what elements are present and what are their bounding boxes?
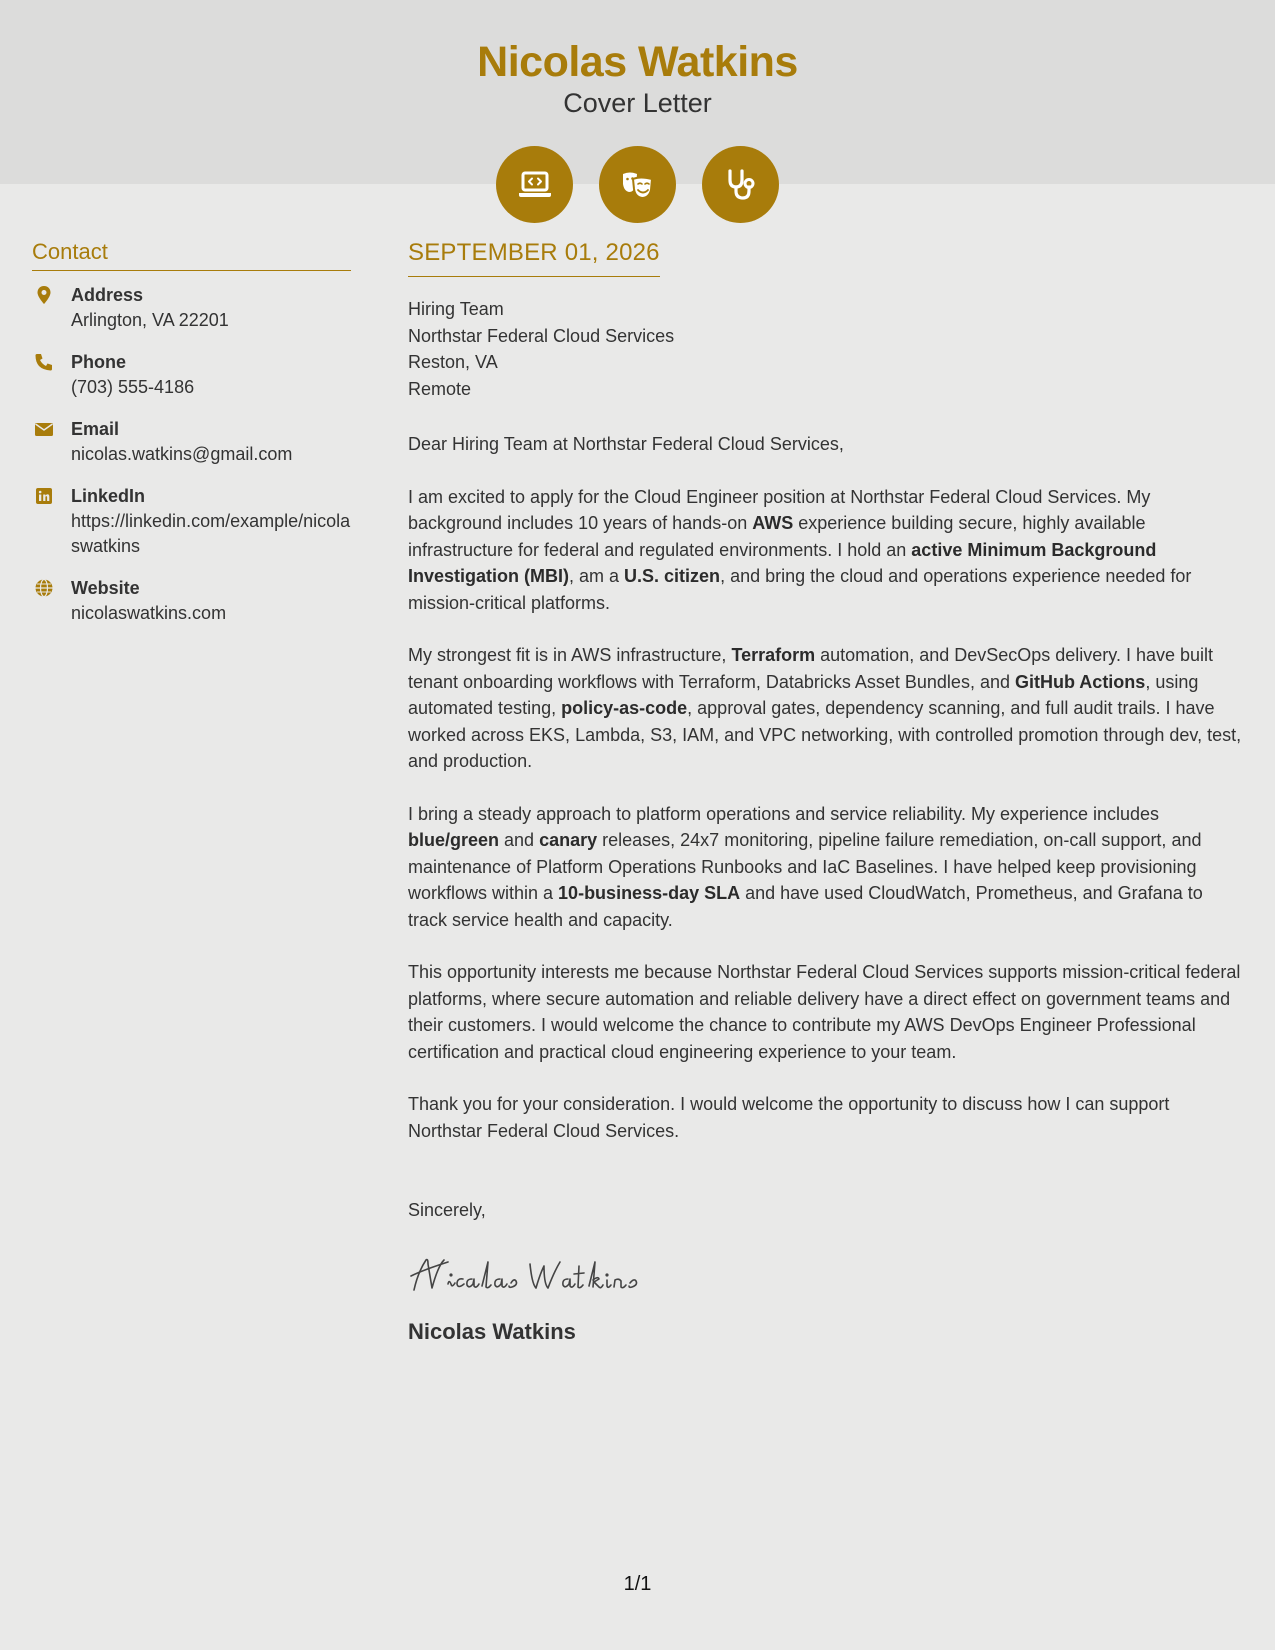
- emphasis-text: active Minimum Background Investigation (MBI): [408, 539, 1157, 586]
- contact-item-linkedin: [32, 484, 351, 559]
- theater-masks-icon: [599, 146, 676, 223]
- laptop-code-icon: [496, 146, 573, 223]
- emphasis-text: policy-as-code: [561, 698, 688, 718]
- page-number: 1/1: [623, 1573, 652, 1595]
- globe-icon: [34, 578, 54, 598]
- salutation: Dear Hiring Team at Northstar Federal Cloud Services,: [408, 434, 844, 454]
- body-paragraph: I am excited to apply for the Cloud Engineer position at Northstar Federal Cloud Services. My background includes 10 years of hands-on AWS experience building secure, highly available infrastructure for federal and regulated environments. I hold an active Minimum Background Investigation (MBI), am a U.S. citizen, and bring the cloud and operations experience needed for mission-critical platforms.: [408, 486, 1192, 613]
- envelope-icon: [34, 419, 54, 439]
- letter-date: SEPTEMBER 01, 2026: [408, 238, 660, 277]
- contact-label: Phone: [71, 352, 127, 372]
- phone-value: (703) 555-4186: [71, 377, 195, 397]
- address-value: Arlington, VA 22201: [71, 310, 229, 330]
- closing: Sincerely,: [408, 1200, 486, 1220]
- phone-icon: [34, 352, 54, 372]
- contact-label: Address: [71, 285, 144, 305]
- handwritten-signature: [408, 1250, 1243, 1298]
- header-icon-row: [0, 146, 1275, 223]
- document-subtitle: Cover Letter: [563, 88, 712, 118]
- body-paragraph: Thank you for your consideration. I would welcome the opportunity to discuss how I can support Northstar Federal Cloud Services.: [408, 1094, 1170, 1141]
- contact-label: LinkedIn: [71, 486, 146, 506]
- contact-item-website: [32, 576, 351, 626]
- recipient-block: [408, 296, 1243, 402]
- emphasis-text: U.S. citizen: [624, 566, 721, 586]
- emphasis-text: Terraform: [731, 645, 816, 665]
- emphasis-text: canary: [539, 830, 598, 850]
- recipient-line: Hiring Team: [408, 299, 504, 319]
- emphasis-text: AWS: [752, 513, 794, 533]
- contact-item-phone: [32, 350, 351, 400]
- contact-item-email: [32, 417, 351, 467]
- contact-item-address: [32, 283, 351, 333]
- linkedin-icon: [34, 486, 54, 506]
- applicant-name: Nicolas Watkins: [477, 38, 798, 86]
- body-paragraph: My strongest fit is in AWS infrastructure, Terraform automation, and DevSecOps delivery. I have built tenant onboarding workflows with Terraform, Databricks Asset Bundles, and GitHub Actions, using automated testing, policy-as-code, approval gates, dependency scanning, and full audit trails. I have worked across EKS, Lambda, S3, IAM, and VPC networking, with controlled promotion through dev, test, and production.: [408, 645, 1242, 771]
- emphasis-text: GitHub Actions: [1014, 671, 1146, 692]
- contact-label: Website: [71, 578, 140, 598]
- map-marker-icon: [34, 285, 54, 305]
- recipient-line: Remote: [408, 378, 472, 399]
- letter-body: [408, 238, 1243, 1346]
- linkedin-link[interactable]: https://linkedin.com/example/nicolaswatkins: [71, 511, 351, 556]
- contact-label: Email: [71, 419, 120, 439]
- body-paragraph: This opportunity interests me because Northstar Federal Cloud Services supports mission-critical federal platforms, where secure automation and reliable delivery have a direct effect on government teams and their customers. I would welcome the chance to contribute my AWS DevOps Engineer Professional certification and practical cloud engineering experience to your team.: [408, 962, 1241, 1062]
- signed-name: Nicolas Watkins: [408, 1318, 576, 1344]
- email-value[interactable]: nicolas.watkins@gmail.com: [71, 444, 293, 464]
- contact-heading: Contact: [32, 238, 351, 271]
- website-link[interactable]: nicolaswatkins.com: [71, 603, 227, 623]
- recipient-line: Northstar Federal Cloud Services: [408, 325, 675, 346]
- body-paragraph: I bring a steady approach to platform operations and service reliability. My experience includes blue/green and canary releases, 24x7 monitoring, pipeline failure remediation, on-call support, and maintenance of Platform Operations Runbooks and IaC Baselines. I have helped keep provisioning workflows within a 10-business-day SLA and have used CloudWatch, Prometheus, and Grafana to track service health and capacity.: [408, 803, 1203, 930]
- recipient-line: Reston, VA: [408, 352, 498, 372]
- emphasis-text: 10-business-day SLA: [558, 883, 741, 903]
- contact-sidebar: [32, 238, 351, 643]
- stethoscope-icon: [702, 146, 779, 223]
- emphasis-text: blue/green: [408, 830, 500, 850]
